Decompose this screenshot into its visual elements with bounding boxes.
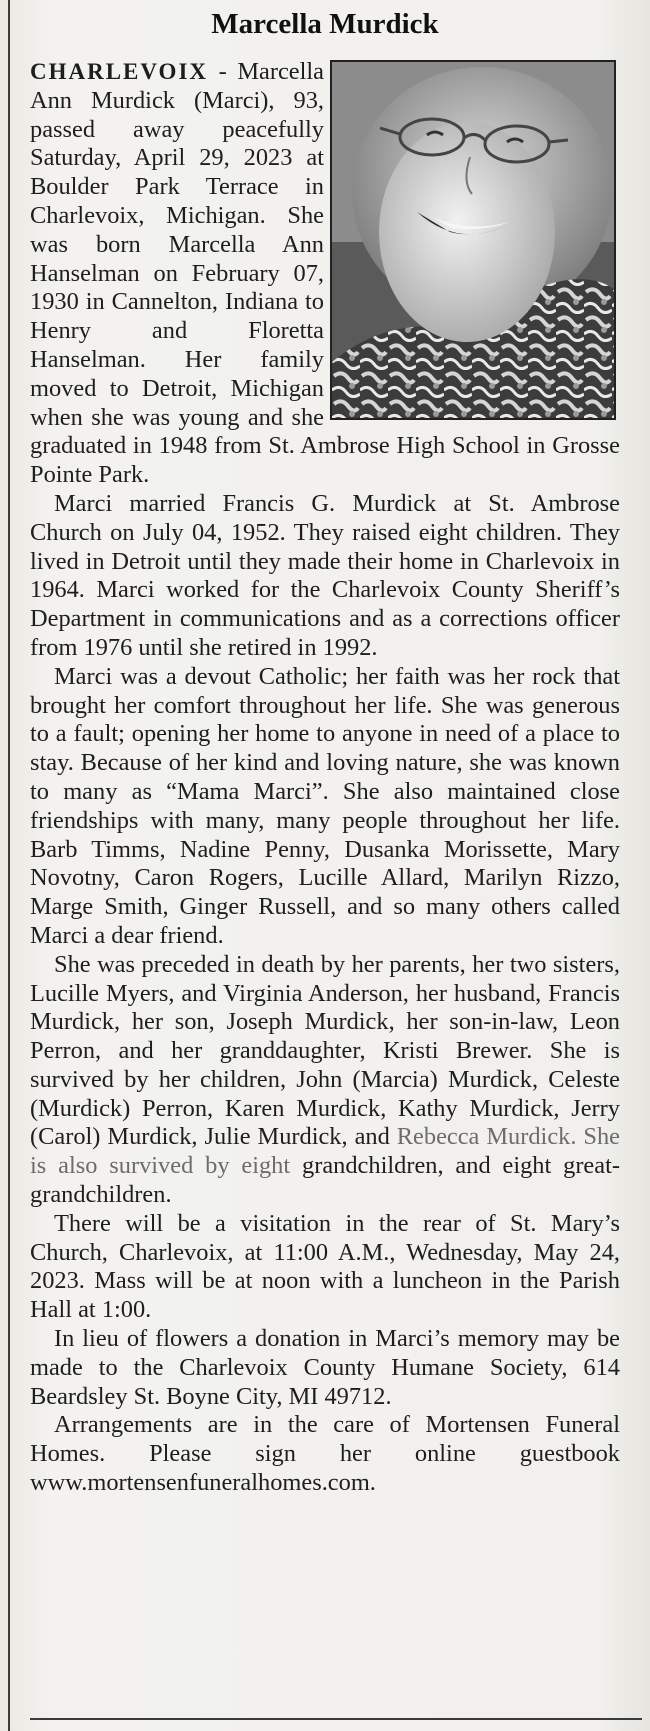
paragraph-6: In lieu of flowers a donation in Marci’s memory may be made to the Charlevoix County Humane Society, 614 Beardsley St. Boyne City, MI 49712. [30,1325,620,1410]
obituary-headline: Marcella Murdick [211,8,439,40]
column-rule-bottom [30,1718,642,1720]
paragraph-4-text: She was preceded in death by her parents, her two sisters, Lucille Myers, and Virginia Anderson, her husband, Francis Murdick, her son, Joseph Murdick, her son-in-law, Leon Perron, and her granddaughter, Kristi Brewer. She is survived by her children, John (Marcia) Murdick, Celeste (Murdick) Perron, Karen Murdick, Kathy Murdick, Jerry (Carol) Murdick, Julie Murdick, and [30,950,620,1151]
paragraph-1-text: Marcella Ann Murdick (Marci), 93, passed away peacefully Saturday, April 29, 2023 at Boulder Park Terrace in Charlevoix, Michigan. She was born Marcella Ann Hanselman on February 07, 1930 in Cannelton, Indiana to Henry and Floretta Hanselman. Her family moved to Detroit, Michigan when she was young and she graduated in 1948 from St. Ambrose High School in Grosse Pointe Park. [30,58,620,489]
paragraph-4 [30,951,620,1210]
survivors-rest-text: grandchildren, and eight great-grandchildren. [30,1152,620,1209]
dateline-dash: - [208,58,238,85]
paragraph-7: Arrangements are in the care of Mortensen Funeral Homes. Please sign her online guestbook www.mortensenfuneralhomes.com. [30,1411,620,1497]
survivors-faded-text: Rebecca Murdick. She is also survived by eight [30,1123,620,1180]
paragraph-2: Marci married Francis G. Murdick at St. Ambrose Church on July 04, 1952. They raised eight children. They lived in Detroit until they made their home in Charlevoix in 1964. Marci worked for the Charlevoix County Sheriff’s Department in communications and as a corrections officer from 1976 until she retired in 1992. [30,489,620,661]
column-rule-left [8,0,10,1731]
dateline: CHARLEVOIX [30,59,209,84]
paragraph-5: There will be a visitation in the rear of St. Mary’s Church, Charlevoix, at 11:00 A.M., Wednesday, May 24, 2023. Mass will be at noon with a luncheon in the Parish Hall at 1:00. [30,1209,620,1324]
paragraph-3: Marci was a devout Catholic; her faith was her rock that brought her comfort throughout her life. She was generous to a fault; opening her home to anyone in need of a place to stay. Because of her kind and loving nature, she was known to many as “Mama Marci”. She also maintained close friendships with many, many people throughout her life. Barb Timms, Nadine Penny, Dusanka Morissette, Mary Novotny, Caron Rogers, Lucille Allard, Marilyn Rizzo, Marge Smith, Ginger Russell, and so many others called Marci a dear friend. [30,662,620,949]
obituary-body [30,58,620,1498]
photo-wrap-spacer [324,60,620,432]
